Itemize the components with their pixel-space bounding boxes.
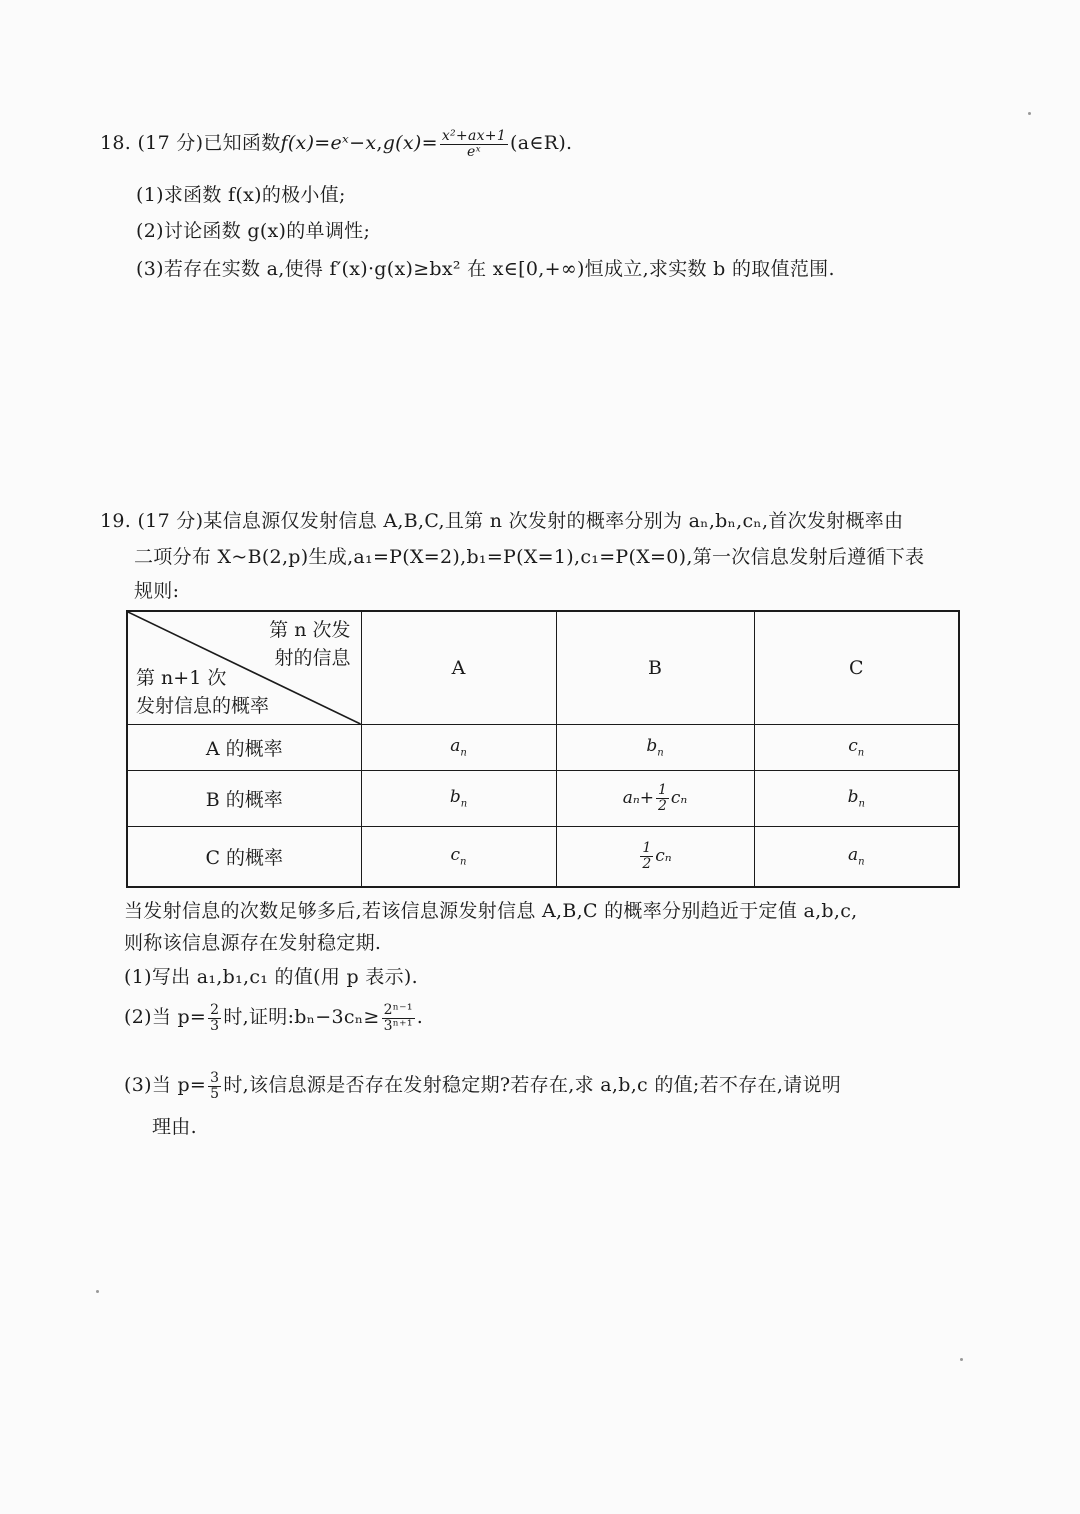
cell-c-c: $a_n$ [754,827,959,887]
q19-part3 [124,1070,841,1102]
q19-part2-p-fraction: $\frac{2}{3}$ [210,1001,220,1034]
q19-line1-text: (17 分)某信息源仅发射信息 A,B,C,且第 n 次发射的概率分别为 aₙ,bₙ,cₙ,首次发射概率由 [137,510,904,532]
scan-speck [1028,112,1031,115]
q18-score: (17 分) [137,132,204,154]
corner-bottom-line1: 第 n+1 次 [136,667,227,689]
cell-b-b-fraction: $\frac{1}{2}$ [657,782,667,814]
q18-number: 18. [100,132,132,154]
cell-b-b: aₙ+ $\frac{1}{2}$ cₙ [556,771,754,827]
q18-separator: , [376,132,383,154]
cell-a-c: $c_n$ [754,725,959,771]
q18-domain: (a∈R). [510,132,573,154]
row-label-a: A 的概率 [127,725,361,771]
q19-after-table-1: 当发射信息的次数足够多后,若该信息源发射信息 A,B,C 的概率分别趋近于定值 a,b,c, [124,900,858,922]
q18-g-numerator: x²+ax+1 [441,127,507,144]
q18-intro: 已知函数 [203,132,281,154]
q19-part2-rhs-fraction: $\frac{\text{2ⁿ⁻¹}}{\text{3ⁿ⁺¹}}$ [383,1001,413,1034]
cell-b-a: $b_n$ [361,771,556,827]
q19-part3-p-fraction: $\frac{3}{5}$ [210,1069,220,1102]
corner-top-line2: 射的信息 [274,647,351,669]
q18-g-denominator: eˣ [466,143,481,160]
q19-after-table-2: 则称该信息源存在发射稳定期. [124,932,382,954]
q18-part2: (2)讨论函数 g(x)的单调性; [136,220,371,242]
q19-part3-text: 时,该信息源是否存在发射稳定期?若存在,求 a,b,c 的值;若不存在,请说明 [223,1074,842,1096]
q18-part1: (1)求函数 f(x)的极小值; [136,184,346,206]
q18-g-lhs: g(x)= [382,132,438,154]
table-row-a [127,725,959,771]
table-header-row [127,611,959,725]
q19-part2 [124,1002,423,1034]
corner-bottom-line2: 发射信息的概率 [136,695,270,717]
cell-b-c: $b_n$ [754,771,959,827]
q19-part3-lead: (3)当 p= [124,1074,207,1096]
q19-part2-mid: 时,证明:bₙ−3cₙ≥ [223,1006,380,1028]
cell-c-b-fraction: $\frac{1}{2}$ [642,839,652,872]
table-row-c [127,827,959,887]
corner-top-line1: 第 n 次发 [269,619,351,641]
cell-c-a: $c_n$ [361,827,556,887]
row-label-c: C 的概率 [127,827,361,887]
q19-part3-line2: 理由. [152,1116,197,1138]
scan-speck [960,1358,963,1361]
cell-c-b: $\frac{1}{2}$ cₙ [556,827,754,887]
corner-column-caption [269,616,350,672]
table-row-b [127,771,959,827]
col-header-a: A [361,611,556,725]
q19-number: 19. [100,510,132,532]
cell-a-a: $a_n$ [361,725,556,771]
q18-part3: (3)若存在实数 a,使得 f′(x)·g(x)≥bx² 在 x∈[0,+∞)恒成立,求实数 b 的取值范围. [136,258,835,280]
q19-part1: (1)写出 a₁,b₁,c₁ 的值(用 p 表示). [124,966,418,988]
q19-line2: 二项分布 X~B(2,p)生成,a₁=P(X=2),b₁=P(X=1),c₁=P(X=0),第一次信息发射后遵循下表 [134,546,925,568]
q18-f-definition: f(x)=eˣ−x [280,132,377,154]
row-label-b: B 的概率 [127,771,361,827]
corner-row-caption [136,664,269,720]
col-header-c: C [754,611,959,725]
q19-line1 [100,506,903,533]
transition-rules-table [126,610,960,888]
q19-part2-end: . [416,1006,424,1028]
q19-line3: 规则: [134,580,180,602]
col-header-b: B [556,611,754,725]
table-corner-cell [127,611,361,725]
scan-speck [96,1290,99,1293]
q18-stem [100,128,572,160]
q19-part2-lead: (2)当 p= [124,1006,207,1028]
cell-a-b: $b_n$ [556,725,754,771]
q18-g-fraction [440,129,508,160]
